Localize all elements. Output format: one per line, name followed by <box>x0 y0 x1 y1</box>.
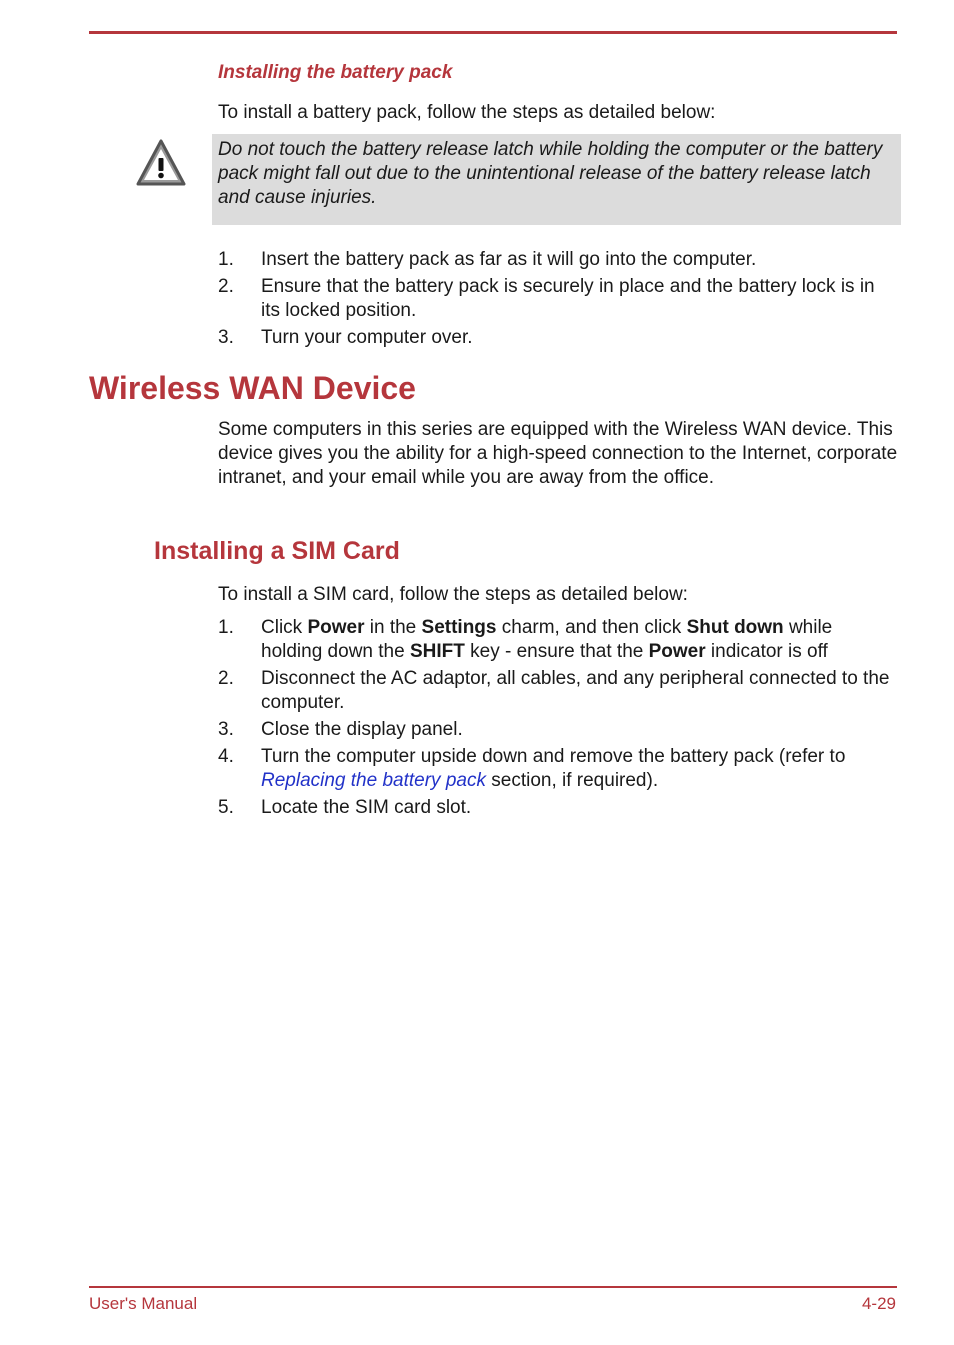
warning-note <box>212 134 901 225</box>
battery-install-heading: Installing the battery pack <box>218 62 453 83</box>
list-item: 2. Disconnect the AC adaptor, all cables, and any peripheral connected to the computer. <box>218 668 890 713</box>
battery-install-intro: To install a battery pack, follow the steps as detailed below: <box>218 102 716 123</box>
list-item: 1. Insert the battery pack as far as it will go into the computer. <box>218 249 757 270</box>
list-item: 3. Turn your computer over. <box>218 327 473 348</box>
footer-manual-title: User's Manual <box>89 1294 198 1313</box>
list-item: 3. Close the display panel. <box>218 719 463 740</box>
page-number: 4-29 <box>861 1294 896 1313</box>
replacing-battery-link[interactable]: Replacing the battery pack <box>261 770 486 791</box>
wwan-heading: Wireless WAN Device <box>89 370 416 406</box>
header-rule <box>89 31 897 34</box>
list-item: 4. Turn the computer upside down and remove the battery pack (refer to Replacing the battery pack section, if required). <box>218 746 846 791</box>
list-item: 2. Ensure that the battery pack is securely in place and the battery lock is in its locked position. <box>218 276 875 321</box>
warning-triangle-icon <box>135 138 187 188</box>
footer-rule <box>89 1286 897 1288</box>
list-item: 1. Click Power in the Settings charm, and then click Shut down while holding down the SHIFT key - ensure that the Power indicator is off <box>218 617 833 662</box>
list-item: 5. Locate the SIM card slot. <box>218 797 472 818</box>
warning-text: Do not touch the battery release latch while holding the computer or the battery pack might fall out due to the unintentional release of the battery release latch and cause injuries. <box>218 139 883 208</box>
sim-heading: Installing a SIM Card <box>154 537 400 565</box>
battery-steps-list <box>218 248 898 353</box>
sim-intro: To install a SIM card, follow the steps as detailed below: <box>218 584 688 605</box>
wwan-body: Some computers in this series are equipped with the Wireless WAN device. This device gives you the ability for a high-speed connection to the Internet, corporate intranet, and your email while you are away from the office. <box>218 419 898 488</box>
sim-steps-list <box>218 616 898 823</box>
